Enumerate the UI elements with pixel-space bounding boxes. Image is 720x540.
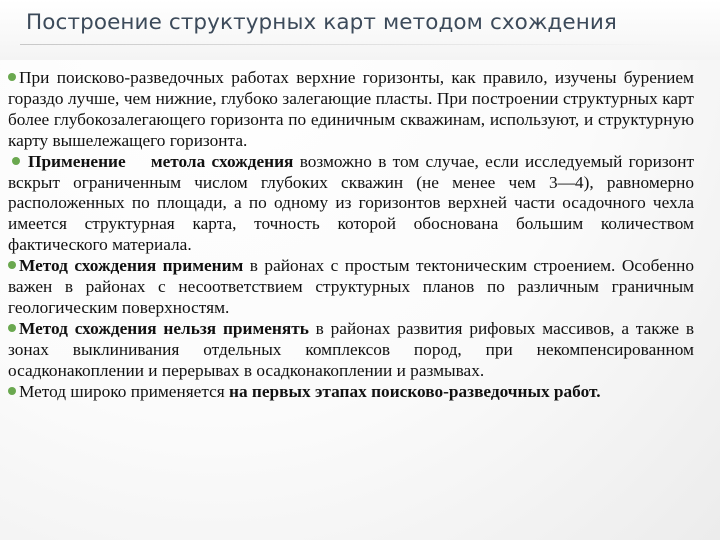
paragraph-emphasis: на первых этапах поисково-разведочных работ. (229, 381, 601, 401)
bullet-paragraph-4 (8, 319, 694, 382)
bullet-paragraph-5 (8, 382, 694, 403)
paragraph-text: в районах с простым тектоническим строением. Особенно важен в районах с несоответствием структурных планов по различным граничным геологическим поверхностям. (8, 256, 694, 317)
paragraph-emphasis: Применение метола схождения (28, 151, 294, 171)
slide-title: Построение структурных карт методом схождения (26, 10, 617, 35)
slide-body (8, 68, 694, 403)
paragraph-emphasis: Метод схождения нельзя применять (19, 318, 309, 338)
paragraph-text: Метод широко применяется (19, 381, 230, 401)
bullet-paragraph-3 (8, 256, 694, 319)
paragraph-text: в районах развития рифовых массивов, а также в зонах выклинивания отдельных комплексов пород, при некомпенсированном осадконакоплении и перерывах в осадконакоплении и размывах. (8, 318, 694, 380)
green-bullet-icon (8, 73, 16, 81)
green-bullet-icon (12, 157, 20, 165)
green-bullet-icon (8, 261, 16, 269)
green-bullet-icon (8, 324, 16, 332)
paragraph-text: возможно в том случае, если исследуемый горизонт вскрыт ограниченным числом глубоких скважин (не менее чем 3—4), равномерно расположенных по площади, а по одному из горизонтов верхней части осадочного чехла имеется структурная карта, точность которой обоснована большим количеством фактического материала. (8, 151, 694, 255)
paragraph-text: При поисково-разведочных работах верхние горизонты, как правило, изучены бурением гораздо лучше, чем нижние, глубоко залегающие пласты. При построении структурных карт более глубокозалегающего горизонта по единичным скважинам, используют, и структурную карту вышележащего горизонта. (8, 68, 694, 150)
bullet-paragraph-2 (8, 152, 694, 257)
bullet-paragraph-1 (8, 68, 694, 152)
paragraph-emphasis: Метод схождения применим (19, 256, 244, 276)
title-divider (20, 44, 680, 45)
title-bar (0, 0, 720, 60)
green-bullet-icon (8, 387, 16, 395)
